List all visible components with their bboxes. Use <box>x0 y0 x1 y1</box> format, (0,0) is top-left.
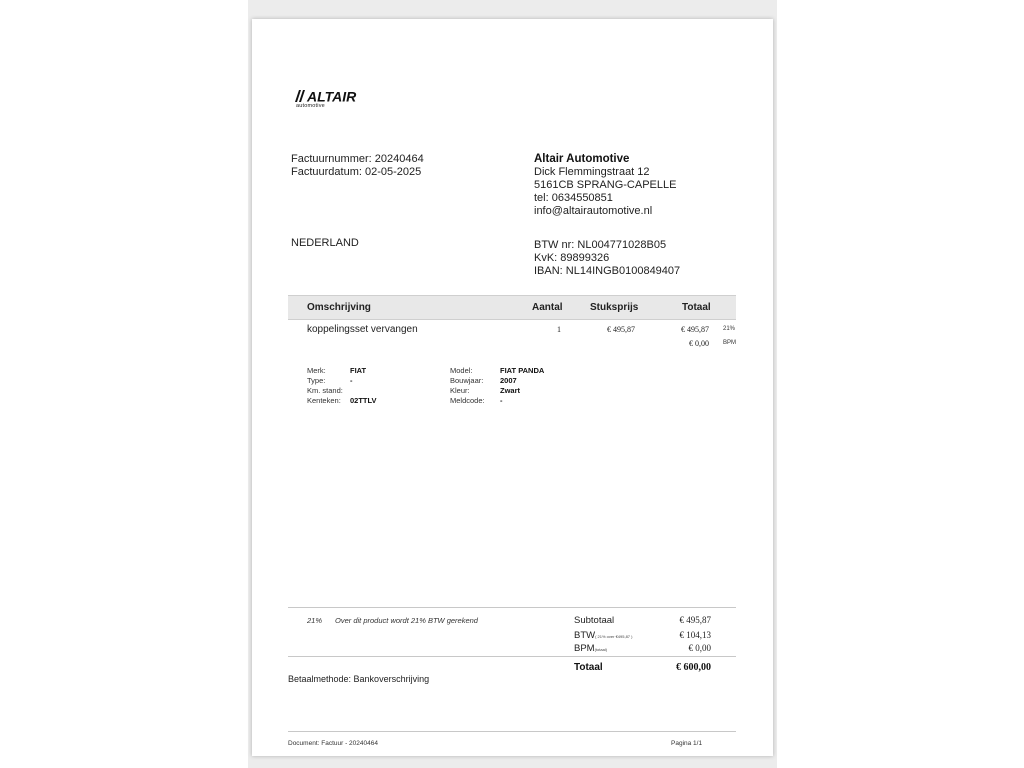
invoice-number: Factuurnummer: 20240464 <box>291 153 424 165</box>
bpm-label-text: BPM <box>574 643 595 654</box>
subtotal-value: € 495,87 <box>679 615 711 625</box>
logo-wordmark: ALTAIR <box>307 89 357 103</box>
company-street: Dick Flemmingstraat 12 <box>534 166 650 178</box>
logo-subtitle: automotive <box>296 103 325 109</box>
vehicle-model-value: FIAT PANDA <box>500 366 545 375</box>
invoice-date: Factuurdatum: 02-05-2025 <box>291 166 422 178</box>
vehicle-model-label: Model: <box>450 366 473 375</box>
vehicle-plate-label: Kenteken: <box>307 396 341 405</box>
vehicle-details-left <box>307 366 343 406</box>
vat-rate: 21% <box>307 616 323 625</box>
vehicle-values-right <box>500 366 544 406</box>
footer-divider <box>288 731 736 732</box>
payment-method: Betaalmethode: Bankoverschrijving <box>288 674 430 684</box>
header-unit-price: Stuksprijs <box>590 302 639 313</box>
header-description: Omschrijving <box>307 302 371 313</box>
vehicle-type-value: - <box>350 376 353 385</box>
vehicle-year-label: Bouwjaar: <box>450 376 484 385</box>
company-email: info@altairautomotive.nl <box>534 205 653 217</box>
item-bpm-amount: € 0,00 <box>689 339 709 348</box>
item-vat-rate: 21% <box>723 326 736 332</box>
brand-logo <box>295 89 371 113</box>
item-description: koppelingsset vervangen <box>307 324 418 335</box>
table-header <box>288 295 736 320</box>
subtotal-label: Subtotaal <box>574 615 615 626</box>
vehicle-details-right <box>450 366 485 406</box>
vehicle-year-value: 2007 <box>500 376 517 385</box>
vat-note: Over dit product wordt 21% BTW gerekend <box>335 616 478 625</box>
summary-divider-bottom <box>288 656 736 657</box>
item-quantity: 1 <box>557 325 561 334</box>
company-btw: BTW nr: NL004771028B05 <box>534 239 667 251</box>
summary-divider-top <box>288 607 736 608</box>
item-bpm-label: BPM <box>723 340 737 346</box>
bpm-label <box>574 643 607 654</box>
company-iban: IBAN: NL14INGB0100849407 <box>534 265 681 277</box>
vehicle-code-label: Meldcode: <box>450 396 485 405</box>
vehicle-plate-value: 02TTLV <box>350 396 377 405</box>
total-value: € 600,00 <box>676 662 711 673</box>
vehicle-brand-value: FIAT <box>350 366 367 375</box>
company-city: 5161CB SPRANG-CAPELLE <box>534 179 677 191</box>
footer-document: Document: Factuur - 20240464 <box>288 740 378 747</box>
btw-label <box>574 630 632 641</box>
btw-value: € 104,13 <box>679 630 711 640</box>
item-total: € 495,87 <box>681 325 709 334</box>
vehicle-values-left <box>350 366 377 406</box>
header-total: Totaal <box>682 302 711 313</box>
customer-country: NEDERLAND <box>291 237 359 249</box>
vehicle-km-label: Km. stand: <box>307 386 343 395</box>
company-tel: tel: 0634550851 <box>534 192 613 204</box>
btw-detail: ( 21% over €495,87 ) <box>595 634 633 639</box>
footer-page-number: Pagina 1/1 <box>671 740 703 747</box>
vehicle-color-label: Kleur: <box>450 386 470 395</box>
btw-label-text: BTW <box>574 630 596 641</box>
invoice-page <box>252 19 773 756</box>
vehicle-brand-label: Merk: <box>307 366 326 375</box>
item-unit-price: € 495,87 <box>607 325 635 334</box>
total-label: Totaal <box>574 662 603 673</box>
company-name: Altair Automotive <box>534 153 630 165</box>
vehicle-type-label: Type: <box>307 376 326 385</box>
logo-slashes-icon <box>295 89 371 103</box>
vehicle-km-value <box>350 386 377 396</box>
vehicle-color-value: Zwart <box>500 386 521 395</box>
header-quantity: Aantal <box>532 302 563 313</box>
bpm-detail: (totaal) <box>594 647 608 652</box>
company-kvk: KvK: 89899326 <box>534 252 610 264</box>
vehicle-code-value: - <box>500 396 503 405</box>
bpm-value: € 0,00 <box>688 643 711 653</box>
